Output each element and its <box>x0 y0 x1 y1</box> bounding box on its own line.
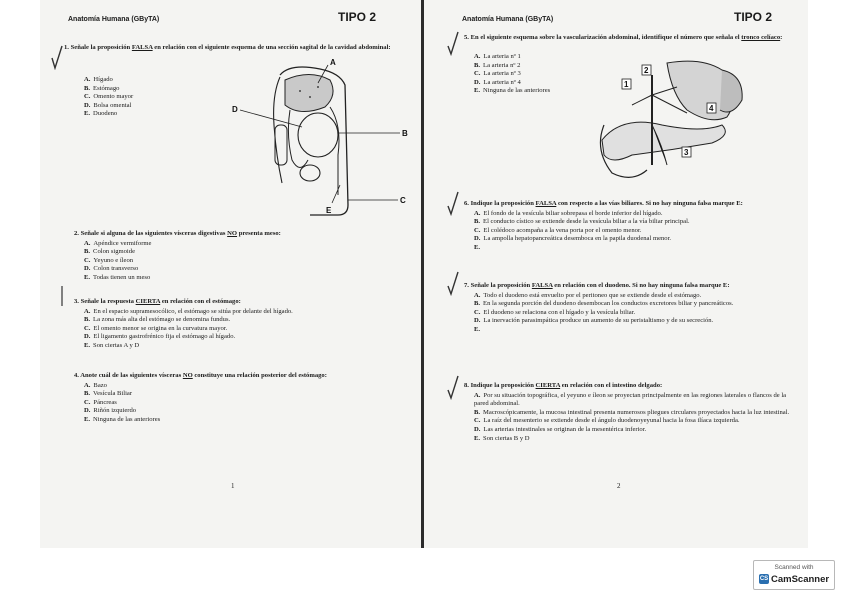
course-header: Anatomía Humana (GByTA) <box>68 16 160 23</box>
option-d: D. Colon transverso <box>84 265 139 273</box>
option-a: A. Por su situación topográfica, el yeyuno e íleon se proyectan principalmente en las regiones laterales o flancos de la pared abdominal. <box>474 391 787 408</box>
course-header: Anatomía Humana (GByTA) <box>462 16 554 23</box>
question-8: 8. Indique la proposición CIERTA en relación con el intestino delgado: A. Por su situación topográfica, el yeyuno e íleon se proyectan principalmente en las regiones laterales o flancos de la pared abdominal. B. Macroscópicamente, la mucosa intestinal presenta numerosos pliegues circulares proyectados hacia la luz intestinal. C. La raíz del mesenterio se extiende desde el ángulo duodenoyeyunal hacia la fosa ilíaca izquierda. D. Las arterias intestinales se originan de la mesentérica inferior. E. Son ciertas B y D <box>464 382 794 443</box>
question-1: 1. Señale la proposición FALSA en relación con el siguiente esquema de una sección sagital de la cavidad abdominal: <box>64 44 391 51</box>
question-4: 4. Anote cuál de las siguientes vísceras NO constituye una relación posterior del estómago: A. Bazo B. Vesícula Biliar C. Páncreas D. Riñón izquierdo E. Ninguna de las anteriores <box>74 372 392 425</box>
option-e: E. Ninguna de las anteriores <box>84 415 161 423</box>
label-e: E <box>326 206 332 215</box>
option-e: E. Son ciertas B y D <box>474 434 530 442</box>
option-a: A. La arteria nº 1 <box>474 53 521 60</box>
question-5: 5. En el siguiente esquema sobre la vascularización abdominal, identifique el número que señala el tronco celíaco: <box>464 34 783 41</box>
option-e: E. Duodeno <box>84 110 118 118</box>
option-a: A. Hígado <box>84 76 113 83</box>
checkmark-icon <box>446 374 460 400</box>
sagittal-section-diagram <box>230 55 410 220</box>
option-d: D. El ligamento gastrofrénico fija el estómago al hígado. <box>84 333 236 341</box>
option-b: B. En la segunda porción del duodeno desembocan los conductos excretores biliar y pancreáticos. <box>474 300 734 308</box>
option-c: C. Yeyuno e íleon <box>84 256 134 264</box>
label-4: 4 <box>709 104 714 113</box>
option-c: C. El colédoco acompaña a la vena porta por el omento menor. <box>474 226 642 234</box>
option-c: C. El omento menor se origina en la curvatura mayor. <box>84 324 228 332</box>
camscanner-icon: CS <box>759 576 769 582</box>
label-c: C <box>400 196 406 205</box>
scanned-with-label: Scanned with <box>774 564 814 571</box>
question-3: 3. Señale la respuesta CIERTA en relación con el estómago: A. En el espacio supramesocólico, el estómago se sitúa por delante del hígado. B. La zona más alta del estómago se denomina fundus. C. El omento menor se origina en la curvatura mayor. D. El ligamento gastrofrénico fija el estómago al hígado. E. Son ciertas A y D <box>74 298 374 351</box>
option-c: C. La raíz del mesenterio se extiende desde el ángulo duodenoyeyunal hacia la fosa ilíaca izquierda. <box>474 417 740 425</box>
option-c: C. Páncreas <box>84 398 117 406</box>
left-page <box>40 0 421 548</box>
option-b: B. La arteria nº 2 <box>474 61 521 69</box>
right-page <box>424 0 808 548</box>
option-e: E. Ninguna de las anteriores <box>474 87 551 95</box>
label-a: A <box>330 58 336 67</box>
option-a: A. Bazo <box>84 381 107 389</box>
tipo-header: TIPO 2 <box>734 10 773 24</box>
checkmark-icon <box>50 44 64 70</box>
camscanner-brand: CamScanner <box>771 574 830 585</box>
question-2: 2. Señale si alguna de las siguientes vísceras digestivas NO presenta meso: A. Apéndice vermiforme B. Colon sigmoide C. Yeyuno e íleon D. Colon transverso E. Todas tienen un meso <box>74 230 374 283</box>
question-1-options <box>74 75 224 119</box>
option-e: E. Todas tienen un meso <box>84 273 151 281</box>
option-d: D. Bolsa omental <box>84 101 132 109</box>
option-b: B. El conducto cístico se extiende desde la vesícula biliar a la vía biliar principal. <box>474 218 690 226</box>
option-d: D. La arteria nº 4 <box>474 78 521 86</box>
option-c: C. La arteria nº 3 <box>474 70 521 78</box>
page-number: 1 <box>231 482 235 490</box>
option-e: E. Son ciertas A y D <box>84 341 140 349</box>
checkmark-icon <box>446 30 460 56</box>
label-1: 1 <box>624 80 629 89</box>
option-a: A. Todo el duodeno está envuelto por el peritoneo que se extiende desde el estómago. <box>474 291 702 299</box>
option-a: A. El fondo de la vesícula biliar sobrepasa el borde inferior del hígado. <box>474 209 663 217</box>
option-b: B. Colon sigmoide <box>84 248 135 256</box>
option-e: E. <box>474 325 481 333</box>
option-b: B. La zona más alta del estómago se denomina fundus. <box>84 316 231 324</box>
label-3: 3 <box>684 148 689 157</box>
option-b: B. Estómago <box>84 84 120 92</box>
question-7: 7. Señale la proposición FALSA en relación con el duodeno. Si no hay ninguna falsa marque E: A. Todo el duodeno está envuelto por el peritoneo que se extiende desde el estómago. B. En la segunda porción del duodeno desembocan los conductos excretores biliar y pancreáticos. C. El duodeno se relaciona con el hígado y la vesícula biliar. D. La inervación parasimpática produce un aumento de su peristaltismo y de su secreción. E. <box>464 282 794 335</box>
label-d: D <box>232 105 238 114</box>
option-d: D. Riñón izquierdo <box>84 407 137 415</box>
question-5-options <box>464 52 604 96</box>
label-2: 2 <box>644 66 649 75</box>
page-number: 2 <box>617 482 621 490</box>
option-a: A. En el espacio supramesocólico, el estómago se sitúa por delante del hígado. <box>84 307 293 315</box>
option-b: B. Macroscópicamente, la mucosa intestinal presenta numerosos pliegues circulares proyectados hacia la luz intestinal. <box>474 408 790 416</box>
label-b: B <box>402 129 408 138</box>
tipo-header: TIPO 2 <box>338 10 377 24</box>
option-d: D. Las arterias intestinales se originan de la mesentérica inferior. <box>474 425 647 433</box>
option-d: D. La ampolla hepatopancreática desemboca en la papila duodenal menor. <box>474 235 672 243</box>
option-c: C. Omento mayor <box>84 93 134 101</box>
option-b: B. Vesícula Biliar <box>84 390 133 398</box>
checkmark-icon <box>446 270 460 296</box>
option-c: C. El duodeno se relaciona con el hígado y la vesícula biliar. <box>474 308 636 316</box>
question-6: 6. Indique la proposición FALSA con respecto a las vías biliares. Si no hay ninguna falsa marque E: A. El fondo de la vesícula biliar sobrepasa el borde inferior del hígado. B. El conducto cístico se extiende desde la vesícula biliar a la vía biliar principal. C. El colédoco acompaña a la vena porta por el omento menor. D. La ampolla hepatopancreática desemboca en la papila duodenal menor. E. <box>464 200 794 253</box>
camscanner-badge <box>753 560 835 590</box>
option-e: E. <box>474 243 481 251</box>
option-d: D. La inervación parasimpática produce un aumento de su peristaltismo y de su secreción. <box>474 317 714 325</box>
abdominal-vascularization-diagram <box>592 55 747 185</box>
checkmark-icon <box>58 282 72 308</box>
option-a: A. Apéndice vermiforme <box>84 239 152 247</box>
checkmark-icon <box>446 190 460 216</box>
